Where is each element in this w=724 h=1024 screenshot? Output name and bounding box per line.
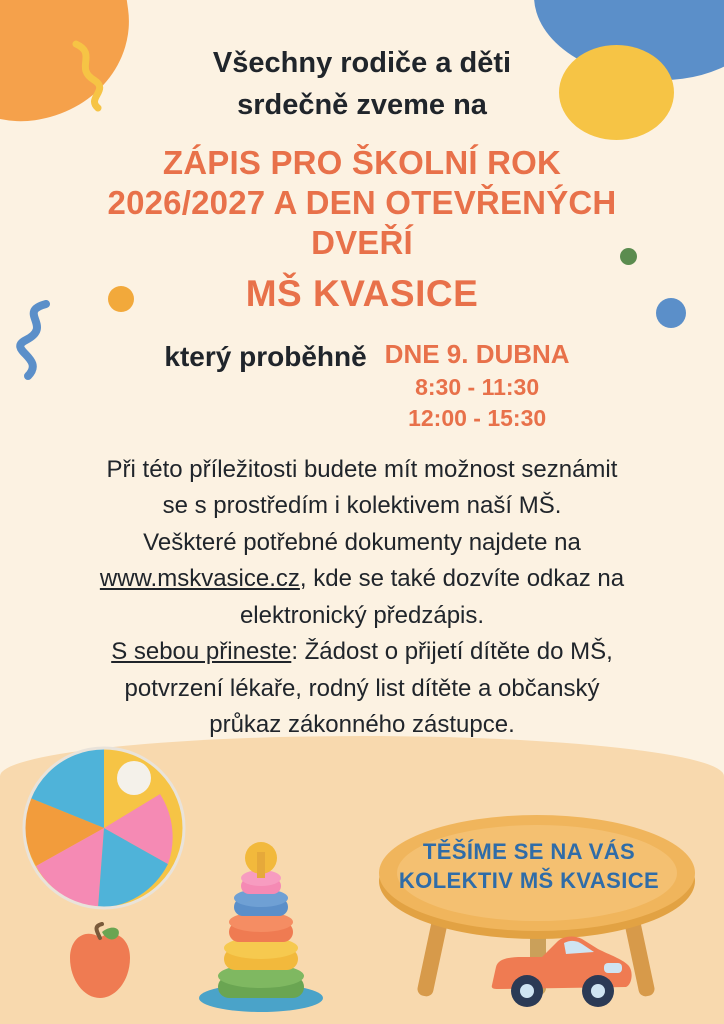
paragraph-3-line-3: průkaz zákonného zástupce. (209, 711, 515, 739)
paragraph-3-rest: : Žádost o přijetí dítěte do MŠ, (291, 638, 613, 666)
event-datetime (385, 337, 570, 433)
header-line-2: srdečně zveme na (237, 89, 487, 122)
apple-icon (62, 922, 138, 1002)
page-title (0, 143, 724, 264)
toy-car-icon (486, 927, 636, 1012)
event-time-morning: 8:30 - 11:30 (415, 374, 540, 401)
paragraph-2-line-2 (18, 561, 706, 597)
paragraph-2-rest: , kde se také dozvíte odkaz na (299, 565, 625, 593)
school-name: MŠ KVASICE (245, 273, 479, 315)
event-intro-text: který proběhně (164, 341, 367, 373)
beach-ball-icon (22, 746, 186, 910)
body-paragraphs (0, 452, 724, 744)
footer-line-2: KOLEKTIV MŠ KVASICE (398, 868, 660, 894)
stacking-rings-toy-icon (196, 824, 326, 1014)
title-line-1: ZÁPIS PRO ŠKOLNÍ ROK (162, 143, 562, 181)
paragraph-2-line-3: elektronický předzápis. (239, 601, 485, 629)
title-line-3: DVEŘÍ (311, 224, 413, 262)
header-line-1: Všechny rodiče a děti (212, 47, 512, 79)
event-time-afternoon: 12:00 - 15:30 (408, 404, 547, 431)
paragraph-2-line-1: Veškteré potřebné dokumenty najdete na (143, 528, 581, 556)
event-date: DNE 9. DUBNA (384, 339, 570, 370)
event-when-row (0, 337, 724, 433)
paragraph-3-line-1 (18, 634, 706, 670)
website-link[interactable]: www.mskvasice.cz (99, 565, 300, 593)
title-line-2: 2026/2027 A DEN OTEVŘENÝCH (107, 183, 617, 221)
paragraph-1-line-2: se s prostředím i kolektivem naší MŠ. (162, 492, 562, 520)
footer-line-1: TĚŠÍME SE NA VÁS (422, 838, 636, 864)
bring-with-you-label: S sebou přineste (111, 638, 292, 666)
footer-message (374, 837, 684, 896)
paragraph-3-line-2: potvrzení lékaře, rodný list dítěte a občanský (124, 674, 600, 702)
paragraph-1-line-1: Při této příležitosti budete mít možnost seznámit (106, 455, 618, 483)
